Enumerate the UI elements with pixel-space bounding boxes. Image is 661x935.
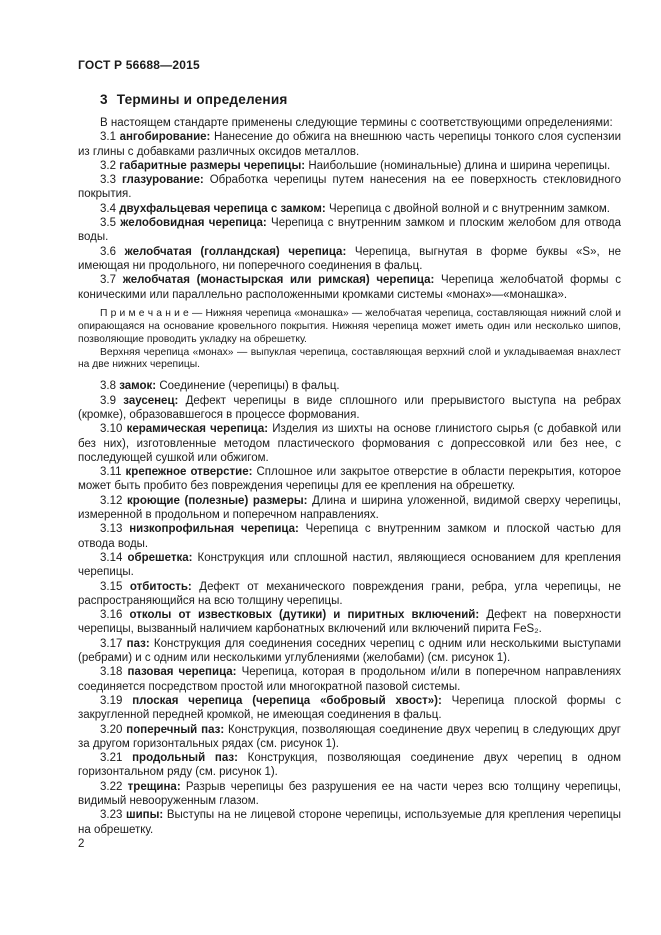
term-name: заусенец: xyxy=(123,394,179,407)
term-number: 3.16 xyxy=(100,609,123,622)
note-block xyxy=(78,308,621,373)
term-item xyxy=(78,159,621,173)
term-item xyxy=(78,394,621,423)
term-item xyxy=(78,665,621,694)
term-name: кроющие (полезные) размеры: xyxy=(127,494,308,507)
document-content xyxy=(78,92,621,837)
term-item xyxy=(78,608,621,637)
term-definition: Черепица с внутренним замком и плоской частью для отвода воды. xyxy=(78,523,621,550)
term-item xyxy=(78,422,621,465)
term-name: желобчатая (монастырская или римская) черепица: xyxy=(122,274,435,287)
term-definition: Обработка черепицы путем нанесения на ее поверхность стекловидного покрытия. xyxy=(78,174,622,201)
term-name: керамическая черепица: xyxy=(126,423,269,436)
term-number: 3.1 xyxy=(100,131,116,144)
term-number: 3.21 xyxy=(100,752,123,765)
term-definition: Разрыв черепицы без разрушения ее на части через всю толщину черепицы, видимый невооруженным глазом. xyxy=(78,780,621,807)
term-number: 3.3 xyxy=(100,174,116,187)
term-name: шипы: xyxy=(126,809,164,822)
term-name: паз: xyxy=(126,637,150,650)
term-definition: Наибольшие (номинальные) длина и ширина черепицы. xyxy=(308,159,611,172)
page-number: 2 xyxy=(78,838,85,850)
term-name: плоская черепица (черепица «бобровый хвост»): xyxy=(132,694,442,707)
term-definition: Черепица с внутренним замком и плоским желобом для отвода воды. xyxy=(78,217,622,244)
term-item xyxy=(78,173,621,202)
term-definition: Конструкция или сплошной настил, являющиеся основанием для крепления черепицы. xyxy=(78,551,621,579)
term-item xyxy=(78,216,621,245)
term-item xyxy=(78,494,621,523)
section-title: Термины и определения xyxy=(116,92,288,107)
term-definition: Черепица желобчатой формы с коническими или параллельно расположенными кромками системы «монах»—«монашка». xyxy=(78,274,621,301)
term-name: трещина: xyxy=(127,780,181,793)
term-definition: Черепица плоской формы с закругленной передней кромкой, не имеющая соединения в фальц. xyxy=(78,694,621,722)
term-name: ангобирование: xyxy=(119,131,211,144)
term-item xyxy=(78,723,621,752)
term-definition: Конструкция, позволяющая соединение двух черепиц в одном горизонтальном ряду (см. рисунок 1). xyxy=(78,752,621,779)
term-definition: Черепица, выгнутая в форме буквы «S», не имеющая ни продольного, ни поперечного соединения в фальц. xyxy=(78,245,621,272)
term-number: 3.20 xyxy=(100,723,123,736)
term-definition: Сплошное или закрытое отверстие в области перекрытия, которое может быть пробито без повреждения черепицы для ее крепления на обрешетку. xyxy=(78,466,621,493)
term-item xyxy=(78,580,621,609)
term-name: желобовидная черепица: xyxy=(120,217,267,230)
term-item xyxy=(78,379,621,393)
term-item xyxy=(78,465,621,494)
term-definition: Черепица, которая в продольном и/или в поперечном направлениях соединяется посредством простой или многократной пазовой системы. xyxy=(78,666,621,693)
term-item xyxy=(78,808,621,837)
note-paragraph: Верхняя черепица «монах» — выпуклая черепица, составляющая верхний слой и укладываемая внахлест на две нижних черепицы. xyxy=(78,346,621,371)
term-number: 3.11 xyxy=(100,466,122,479)
term-definition: Конструкция для соединения соседних черепиц с одним или несколькими выступами (ребрами) и с одним или несколькими углублениями (желобами) (см. рисунок 1). xyxy=(78,637,621,665)
term-item xyxy=(78,637,621,666)
section-number: 3 xyxy=(100,92,108,107)
term-number: 3.22 xyxy=(100,780,123,793)
term-item xyxy=(78,130,621,159)
term-definition: Длина и ширина уложенной, видимой сверху черепицы, измеренной в продольном и поперечном направлениях. xyxy=(78,494,621,522)
intro-paragraph: В настоящем стандарте применены следующие термины с соответствующими определениями: xyxy=(100,117,613,129)
term-item xyxy=(78,273,621,302)
term-name: двухфальцевая черепица с замком: xyxy=(119,202,326,215)
term-number: 3.23 xyxy=(100,809,123,822)
term-definition: Конструкция, позволяющая соединение двух черепиц в следующих друг за другом горизонтальных рядах (см. рисунок 1). xyxy=(78,723,622,750)
doc-header-standard-number: ГОСТ Р 56688—2015 xyxy=(78,58,200,72)
term-name: поперечный паз: xyxy=(126,723,225,736)
term-number: 3.6 xyxy=(100,245,116,258)
term-number: 3.9 xyxy=(100,394,116,407)
term-number: 3.18 xyxy=(100,666,123,679)
term-number: 3.8 xyxy=(100,380,116,393)
term-definition: Дефект на поверхности черепицы, вызванный наличием карбонатных включений или включений пирита FeS₂. xyxy=(78,609,622,636)
term-item xyxy=(78,522,621,551)
term-number: 3.15 xyxy=(100,580,123,593)
term-name: желобчатая (голландская) черепица: xyxy=(124,245,347,258)
term-definition: Дефект черепицы в виде сплошного или прерывистого выступа на ребрах (кромке), образовавшегося в процессе формования. xyxy=(78,394,621,421)
term-name: отбитость: xyxy=(129,580,192,593)
term-item xyxy=(78,780,621,809)
term-number: 3.5 xyxy=(100,217,116,230)
term-item xyxy=(78,245,621,274)
term-name: замок: xyxy=(119,380,157,393)
term-number: 3.19 xyxy=(100,694,123,707)
term-name: продольный паз: xyxy=(132,752,238,765)
term-name: отколы от известковых (дутики) и пиритных включений: xyxy=(129,609,480,622)
term-number: 3.17 xyxy=(100,637,123,650)
note-paragraph: П р и м е ч а н и е — Нижняя черепица «монашка» — желобчатая черепица, составляющая нижний слой и опирающаяся на основание кровельного покрытия. Нижняя черепица может иметь один или несколько шипов, позволяющие проводить укладку на обрешетку. xyxy=(78,307,621,345)
term-name: пазовая черепица: xyxy=(127,666,237,679)
term-name: глазурование: xyxy=(122,174,204,187)
term-name: низкопрофильная черепица: xyxy=(129,523,299,536)
term-definition: Выступы на не лицевой стороне черепицы, используемые для крепления черепицы на обрешетку. xyxy=(78,809,622,836)
term-name: обрешетка: xyxy=(127,551,193,564)
term-number: 3.7 xyxy=(100,274,116,287)
term-name: крепежное отверстие: xyxy=(125,466,253,479)
term-name: габаритные размеры черепицы: xyxy=(119,159,306,172)
section-heading xyxy=(78,92,621,107)
term-number: 3.12 xyxy=(100,494,123,507)
term-definition: Соединение (черепицы) в фальц. xyxy=(159,380,340,393)
term-number: 3.2 xyxy=(100,159,116,172)
term-definition: Дефект от механического повреждения грани, ребра, угла черепицы, не распространяющийся на всю толщину черепицы. xyxy=(78,580,622,607)
term-item xyxy=(78,202,621,216)
term-number: 3.13 xyxy=(100,523,123,536)
term-item xyxy=(78,551,621,580)
term-definition: Изделия из шихты на основе глинистого сырья (с добавкой или без них), изготовленные методом пластического формования с допрессовкой или без нее, с последующей сушкой или обжигом. xyxy=(78,423,622,464)
term-number: 3.14 xyxy=(100,551,123,564)
term-number: 3.10 xyxy=(100,423,123,436)
term-item xyxy=(78,694,621,723)
term-definition: Нанесение до обжига на внешнюю часть черепицы тонкого слоя суспензии из глины с добавками различных оксидов металлов. xyxy=(78,131,621,158)
term-number: 3.4 xyxy=(100,202,116,215)
term-definition: Черепица с двойной волной и с внутренним замком. xyxy=(328,202,610,215)
terms-list xyxy=(78,130,621,837)
term-item xyxy=(78,751,621,780)
